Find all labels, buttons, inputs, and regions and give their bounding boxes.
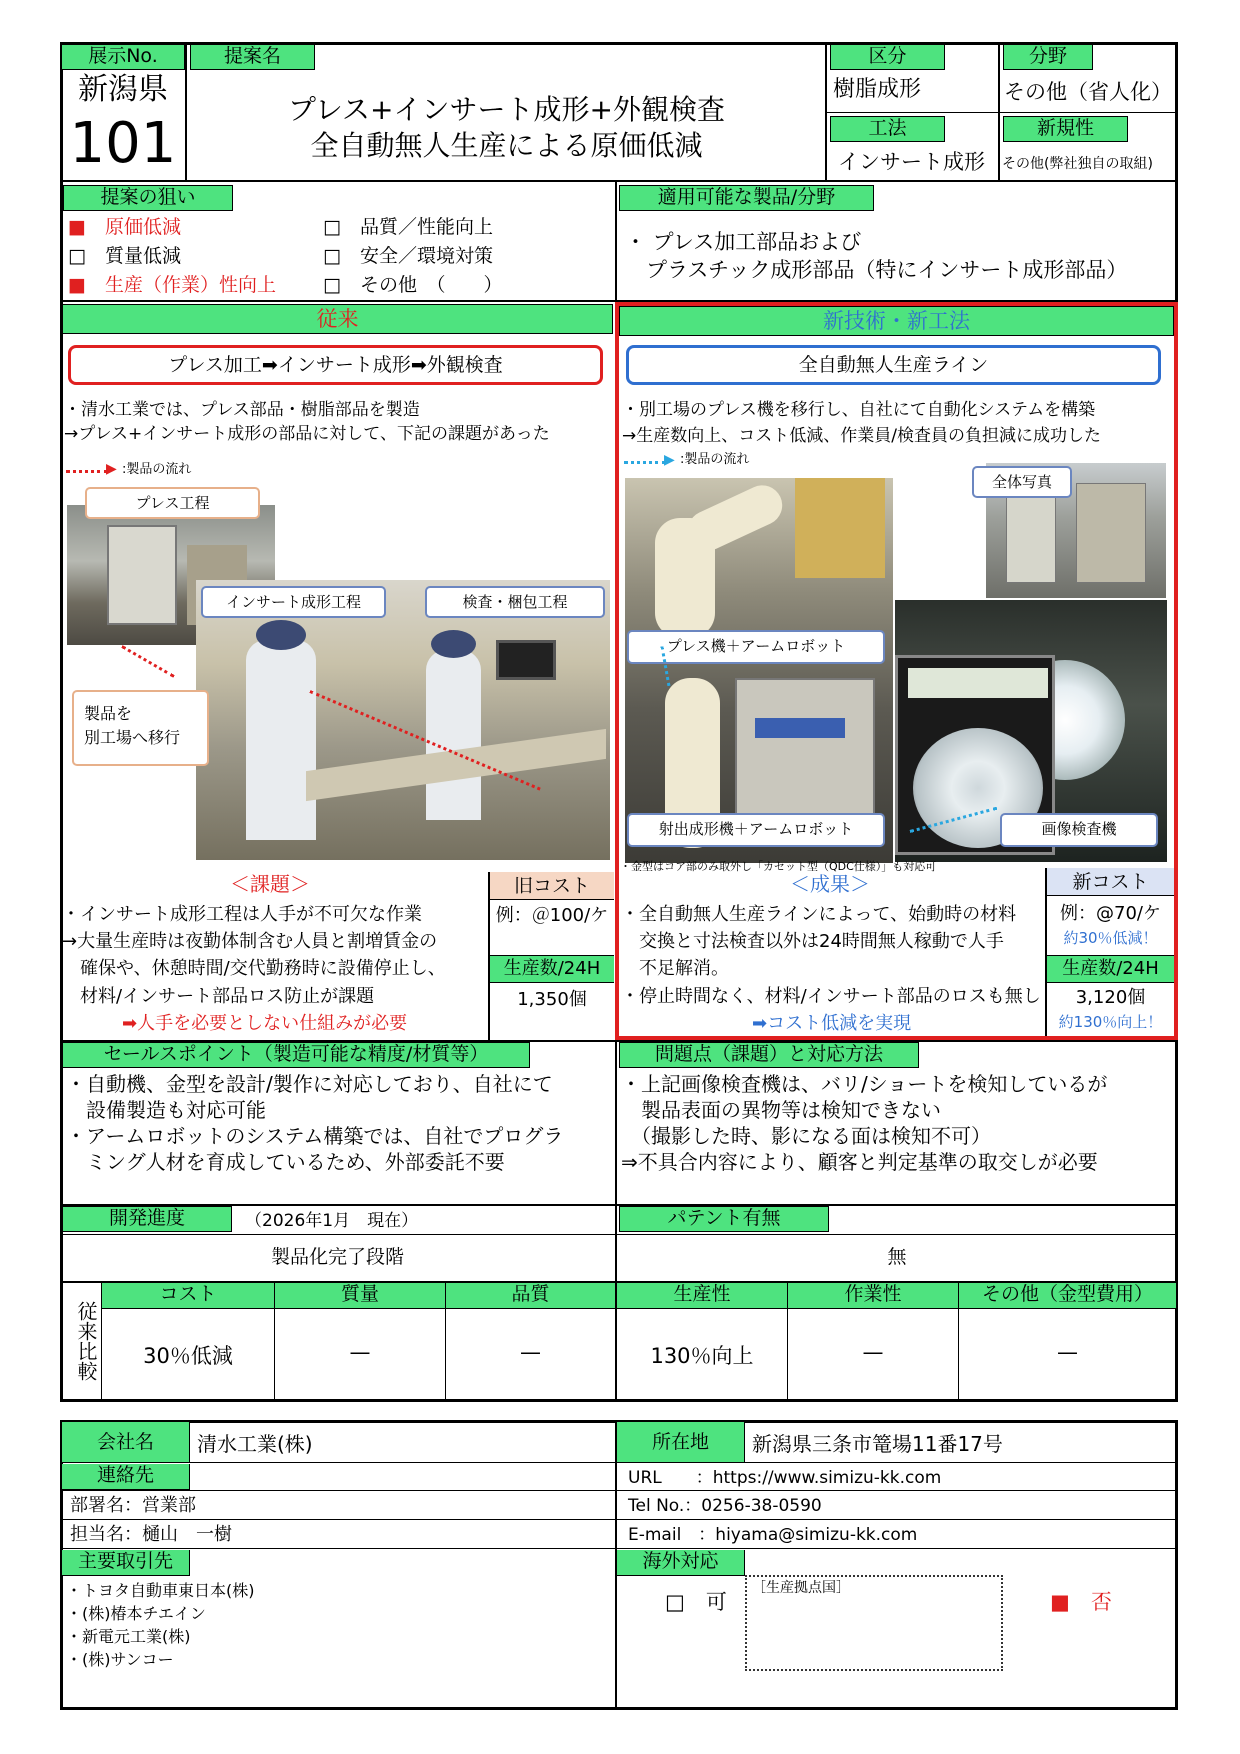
comparison-value-cost: 30％低減 (143, 1344, 233, 1368)
flow-legend-line (66, 470, 108, 473)
issue-title: ＜課題＞ (230, 872, 310, 896)
conventional-header: 従来 (62, 304, 613, 334)
company-name: 清水工業(株) (197, 1432, 313, 1456)
aim-item-4: □ 安全／環境対策 (323, 245, 493, 267)
problems-line-2: 製品表面の異物等は検知できない (621, 1098, 941, 1122)
aim-item-3: □ 質量低減 (68, 245, 181, 267)
clients-label: 主要取引先 (62, 1550, 190, 1576)
category-value: 樹脂成形 (833, 77, 922, 102)
press-robot-label: プレス機＋アームロボット (627, 630, 885, 664)
client-4: ・(株)サンコー (66, 1650, 174, 1669)
client-2: ・(株)椿本チエイン (66, 1604, 206, 1623)
problems-line-1: ・上記画像検査機は、バリ/ショートを検知しているが (621, 1072, 1108, 1096)
overall-photo-label: 全体写真 (972, 466, 1072, 498)
issue-line-5: ➡人手を必要としない仕組みが必要 (122, 1013, 408, 1034)
newtech-desc-2: →生産数向上、コスト低減、作業員/検査員の負担減に成功した (622, 426, 1101, 446)
issue-line-2: →大量生産時は夜勤体制含む人員と割増賃金の (62, 931, 438, 952)
field-value: その他（省人化） (1004, 80, 1172, 104)
method-value: インサート成形 (838, 150, 985, 174)
result-line-1: ・全自動無人生産ラインによって、始動時の材料 (621, 904, 1017, 925)
issue-line-4: 材料/インサート部品ロス防止が課題 (62, 986, 375, 1007)
progress-label: 開発進度 (62, 1206, 232, 1232)
comparison-value-mass: — (349, 1340, 371, 1364)
title-line-1: プレス+インサート成形+外観検査 (288, 93, 725, 126)
result-title: ＜成果＞ (790, 872, 870, 896)
problems-line-4: ⇒不具合内容により、顧客と判定基準の取交しが必要 (621, 1150, 1098, 1174)
result-line-2: 交換と寸法検査以外は24時間無人稼動で人手 (621, 931, 1004, 952)
new-prod-note: 約130％向上！ (1058, 1013, 1163, 1031)
proposal-name-label: 提案名 (190, 44, 315, 70)
new-prod-label: 生産数/24H (1047, 955, 1174, 983)
flow-legend-arrow-icon: ▶ (106, 461, 117, 477)
applicable-label: 適用可能な製品/分野 (619, 185, 874, 211)
mold-note: ・金型はコア部のみ取外し「カセット型（QDC仕様）」も対応可 (620, 860, 937, 873)
comparison-value-workability: — (862, 1340, 884, 1364)
aim-item-6: □ その他 （ ） (323, 274, 503, 296)
overseas-no: ■ 否 (1050, 1590, 1112, 1614)
comparison-header-productivity: 生産性 (617, 1283, 787, 1308)
comparison-value-other: — (1057, 1340, 1078, 1364)
progress-value: 製品化完了段階 (270, 1246, 404, 1268)
novelty-value: その他(弊社独自の取組) (1002, 156, 1153, 172)
newtech-process-box: 全自動無人生産ライン (626, 345, 1161, 385)
contact-person: 担当名：樋山 一樹 (70, 1524, 232, 1545)
overseas-label: 海外対応 (617, 1550, 745, 1576)
result-line-5: ➡コスト低減を実現 (752, 1013, 912, 1034)
client-3: ・新電元工業(株) (66, 1627, 191, 1646)
company-address: 新潟県三条市篭場11番17号 (752, 1432, 1003, 1456)
company-email[interactable]: E-mail ：hiyama@simizu-kk.com (628, 1525, 918, 1545)
exhibit-number: 101 (69, 111, 177, 176)
comparison-header-other: その他（金型費用） (959, 1283, 1176, 1308)
comparison-side-label: 従来比較 (74, 1301, 98, 1381)
old-prod-label: 生産数/24H (490, 955, 614, 983)
comparison-value-quality: — (520, 1340, 541, 1364)
inspection-packing-label: 検査・梱包工程 (425, 586, 605, 618)
aim-label: 提案の狙い (63, 185, 233, 211)
patent-value: 無 (887, 1246, 907, 1268)
company-name-label: 会社名 (62, 1422, 190, 1462)
comparison-header-cost: コスト (102, 1283, 274, 1308)
prefecture: 新潟県 (78, 72, 168, 107)
press-process-label: プレス工程 (85, 487, 260, 519)
new-prod-value: 3,120個 (1075, 987, 1146, 1008)
conventional-flow-legend: :製品の流れ (122, 462, 192, 477)
method-label: 工法 (830, 116, 945, 142)
vision-inspection-label: 画像検査機 (1000, 813, 1158, 847)
comparison-header-mass: 質量 (275, 1283, 445, 1308)
sales-line-4: ミング人材を育成しているため、外部委託不要 (66, 1150, 505, 1174)
comparison-value-productivity: 130％向上 (650, 1344, 754, 1368)
conventional-desc-1: ・清水工業では、プレス部品・樹脂部品を製造 (64, 400, 420, 420)
problems-label: 問題点（課題）と対応方法 (619, 1042, 919, 1068)
old-prod-value: 1,350個 (517, 989, 587, 1010)
applicable-line-1: ・ プレス加工部品および (625, 230, 862, 254)
progress-date: （2026年1月 現在） (245, 1211, 419, 1231)
overseas-no-checkbox: ■ (1050, 1590, 1070, 1614)
patent-label: パテント有無 (619, 1206, 829, 1232)
insert-molding-photo (196, 580, 610, 860)
sales-line-1: ・自動機、金型を設計/製作に対応しており、自社にて (66, 1072, 553, 1096)
novelty-label: 新規性 (1003, 116, 1128, 142)
mold-robot-label: 射出成形機＋アームロボット (627, 813, 885, 847)
aim-item-5: ■ 生産（作業）性向上 (68, 274, 276, 296)
new-cost-label: 新コスト (1047, 868, 1174, 896)
title-line-2: 全自動無人生産による原価低減 (310, 129, 703, 162)
company-address-label: 所在地 (617, 1422, 745, 1462)
overseas-base-label: ［生産拠点国］ (752, 1580, 850, 1596)
newtech-desc-1: ・別工場のプレス機を移行し、自社にて自動化システムを構築 (622, 400, 1096, 420)
result-line-4: ・停止時間なく、材料/インサート部品のロスも無し (621, 986, 1041, 1007)
newtech-flow-legend: :製品の流れ (680, 452, 750, 467)
sales-label: セールスポイント（製造可能な精度/材質等） (62, 1042, 530, 1068)
issue-line-3: 確保や、休憩時間/交代勤務時に設備停止し、 (62, 958, 446, 979)
applicable-line-2: プラスチック成形部品（特にインサート成形部品） (625, 258, 1128, 282)
category-label: 区分 (830, 44, 945, 70)
conventional-desc-2: →プレス+インサート成形の部品に対して、下記の課題があった (64, 424, 550, 444)
new-cost-value: 例：@70/ケ (1060, 903, 1161, 924)
problems-line-3: （撮影した時、影になる面は検知不可） (621, 1124, 991, 1148)
move-to-other-factory-label: 製品を 別工場へ移行 (72, 690, 209, 766)
aim-item-2: □ 品質／性能向上 (323, 216, 493, 238)
newtech-header: 新技術・新工法 (619, 306, 1174, 336)
insert-molding-label: インサート成形工程 (201, 586, 386, 618)
new-cost-note: 約30％低減！ (1063, 929, 1158, 947)
contact-dept: 部署名：営業部 (70, 1495, 196, 1516)
client-1: ・トヨタ自動車東日本(株) (66, 1581, 255, 1600)
newtech-flow-legend-line (624, 461, 666, 464)
exhibit-no-label: 展示No. (61, 44, 185, 70)
comparison-header-quality: 品質 (446, 1283, 615, 1308)
aim-item-1: ■ 原価低減 (68, 216, 181, 238)
field-label: 分野 (1003, 44, 1093, 70)
newtech-flow-arrow-icon: ▶ (664, 452, 675, 468)
comparison-header-workability: 作業性 (788, 1283, 958, 1308)
company-tel: Tel No.：0256-38-0590 (628, 1496, 822, 1516)
old-cost-value: 例：＠100/ケ (495, 905, 609, 926)
sales-line-3: ・アームロボットのシステム構築では、自社でプログラ (66, 1124, 564, 1148)
contact-label: 連絡先 (62, 1464, 190, 1490)
overseas-yes: □ 可 (665, 1590, 727, 1614)
issue-line-1: ・インサート成形工程は人手が不可欠な作業 (62, 904, 422, 925)
old-cost-label: 旧コスト (490, 872, 614, 900)
sales-line-2: 設備製造も対応可能 (66, 1098, 266, 1122)
conventional-process-box: プレス加工➡インサート成形➡外観検査 (68, 345, 603, 385)
overseas-yes-checkbox: □ (665, 1590, 685, 1614)
result-line-3: 不足解消。 (621, 958, 729, 979)
company-url[interactable]: URL ：https://www.simizu-kk.com (628, 1468, 942, 1488)
